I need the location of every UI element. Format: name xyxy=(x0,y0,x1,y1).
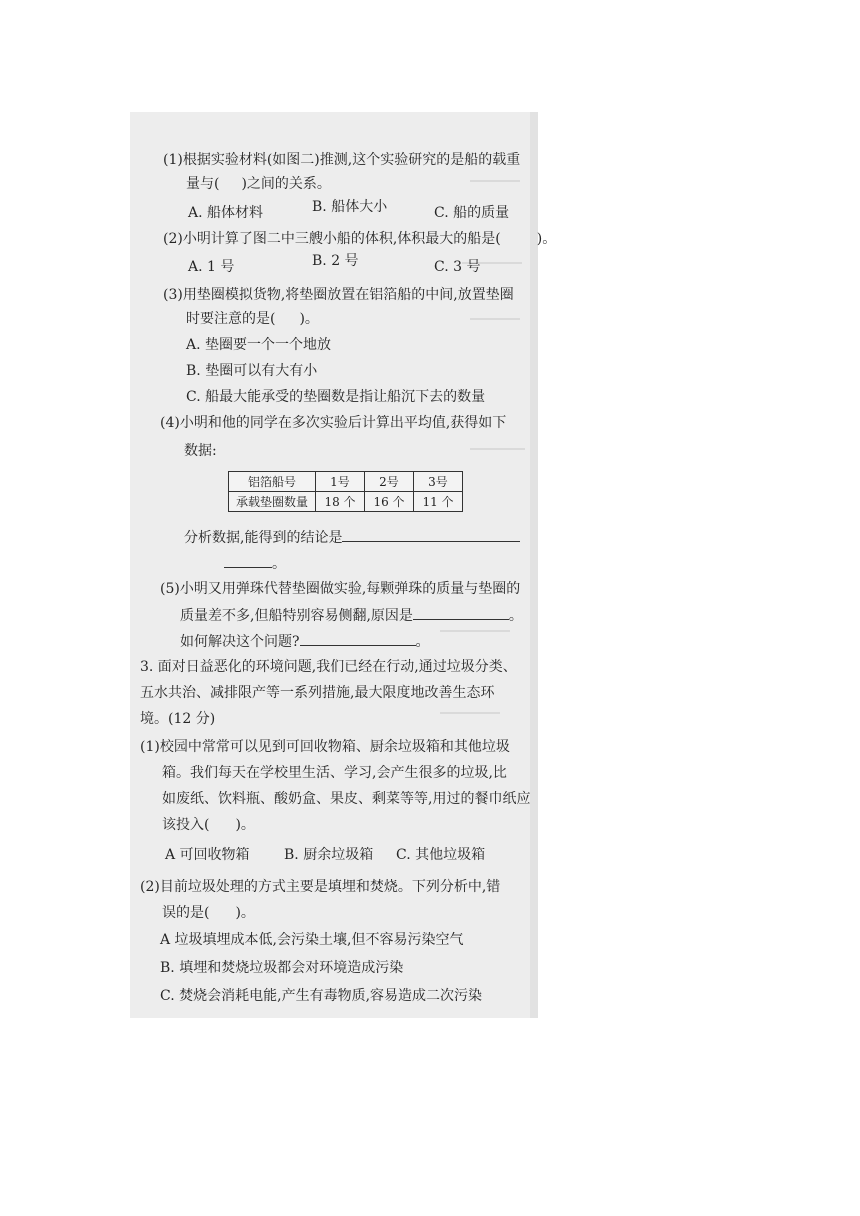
q2-part2-option-b: B. 2 号 xyxy=(312,253,359,269)
q2-part4-line1: (4)小明和他的同学在多次实验后计算出平均值,获得如下 xyxy=(160,415,507,431)
table-cell: 11 个 xyxy=(414,492,463,512)
q2-part2-text: (2)小明计算了图二中三艘小船的体积,体积最大的船是( xyxy=(163,231,501,247)
q3-part2-text-b: )。 xyxy=(235,905,255,921)
table-header-cell: 3号 xyxy=(414,472,463,492)
q3-part1-text-a: 该投入( xyxy=(162,817,210,833)
q3-part1-line4 xyxy=(162,815,255,835)
table-header-cell: 2号 xyxy=(365,472,414,492)
q2-part5-line2 xyxy=(180,605,523,626)
answer-blank[interactable] xyxy=(224,553,272,568)
answer-blank[interactable] xyxy=(413,605,509,620)
q3-part1-line3: 如废纸、饮料瓶、酸奶盒、果皮、剩菜等等,用过的餐巾纸应 xyxy=(162,791,531,807)
q3-intro-line3: 境。(12 分) xyxy=(140,711,216,727)
table-header-cell: 铝箔船号 xyxy=(229,472,316,492)
q3-part2-option-a: A 垃圾填埋成本低,会污染土壤,但不容易污染空气 xyxy=(160,932,464,948)
period: 。 xyxy=(508,608,523,624)
q3-part2-line2 xyxy=(162,903,255,923)
q2-part1-text-b: )之间的关系。 xyxy=(241,176,331,192)
table-header-row xyxy=(229,472,463,492)
q2-part5-line3 xyxy=(180,631,430,652)
q2-part5-text-a: 质量差不多,但船特别容易侧翻,原因是 xyxy=(180,608,413,624)
q2-part3-text-b: )。 xyxy=(299,311,319,327)
period: 。 xyxy=(415,634,430,650)
q2-part1-text-a: 量与( xyxy=(186,176,220,192)
table-cell: 18 个 xyxy=(316,492,365,512)
q2-part4-analysis xyxy=(184,527,520,548)
q2-part1-line2 xyxy=(186,174,331,194)
q3-part1-line2: 箱。我们每天在学校里生活、学习,会产生很多的垃圾,比 xyxy=(162,765,507,781)
q3-part1-option-c: C. 其他垃圾箱 xyxy=(396,847,486,863)
q3-part2-text-a: 误的是( xyxy=(162,905,210,921)
q2-part1-option-a: A. 船体材料 xyxy=(188,205,264,221)
q2-part3-option-a: A. 垫圈要一个一个地放 xyxy=(186,337,332,353)
table-header-cell: 1号 xyxy=(316,472,365,492)
period: 。 xyxy=(272,556,286,572)
q2-part3-line1: (3)用垫圈模拟货物,将垫圈放置在铝箔船的中间,放置垫圈 xyxy=(163,287,514,303)
q2-part1-option-b: B. 船体大小 xyxy=(312,199,388,215)
q2-part1-line1: (1)根据实验材料(如图二)推测,这个实验研究的是船的载重 xyxy=(163,152,521,168)
q2-part2-line xyxy=(163,229,556,249)
q2-part3-option-c: C. 船最大能承受的垫圈数是指让船沉下去的数量 xyxy=(186,389,486,405)
q2-part2-option-c: C. 3 号 xyxy=(434,259,481,275)
q3-part1-option-b: B. 厨余垃圾箱 xyxy=(284,847,374,863)
q3-intro-line2: 五水共治、减排限产等一系列措施,最大限度地改善生态环 xyxy=(140,685,495,701)
q2-part4-answer-line2 xyxy=(224,553,286,574)
q2-part1-option-c: C. 船的质量 xyxy=(434,205,510,221)
q2-part3-line2 xyxy=(186,309,319,329)
q3-part1-text-b: )。 xyxy=(235,817,255,833)
q3-part1-option-a: A 可回收物箱 xyxy=(165,847,250,863)
answer-blank[interactable] xyxy=(300,631,416,646)
q3-part2-option-c: C. 焚烧会消耗电能,产生有毒物质,容易造成二次污染 xyxy=(160,988,483,1004)
q3-intro-line1: 3. 面对日益恶化的环境问题,我们已经在行动,通过垃圾分类、 xyxy=(140,659,517,675)
q3-part2-line1: (2)目前垃圾处理的方式主要是填埋和焚烧。下列分析中,错 xyxy=(140,879,501,895)
table-cell: 承载垫圈数量 xyxy=(229,492,316,512)
q3-part2-option-b: B. 填埋和焚烧垃圾都会对环境造成污染 xyxy=(160,960,404,976)
q2-part2-option-a: A. 1 号 xyxy=(188,259,235,275)
q2-part3-option-b: B. 垫圈可以有大有小 xyxy=(186,363,318,379)
table-row xyxy=(229,492,463,512)
q3-part1-line1: (1)校园中常常可以见到可回收物箱、厨余垃圾箱和其他垃圾 xyxy=(140,739,510,755)
answer-blank[interactable] xyxy=(342,527,520,542)
q2-part4-analysis-text: 分析数据,能得到的结论是 xyxy=(184,530,343,546)
q2-part2-close: )。 xyxy=(536,231,557,247)
q2-part3-text-a: 时要注意的是( xyxy=(186,311,276,327)
q2-part4-line2: 数据: xyxy=(184,443,217,459)
q2-part5-line1: (5)小明又用弹珠代替垫圈做实验,每颗弹珠的质量与垫圈的 xyxy=(160,581,521,597)
results-table xyxy=(228,471,463,512)
table-cell: 16 个 xyxy=(365,492,414,512)
q2-part5-text-b: 如何解决这个问题? xyxy=(180,634,300,650)
